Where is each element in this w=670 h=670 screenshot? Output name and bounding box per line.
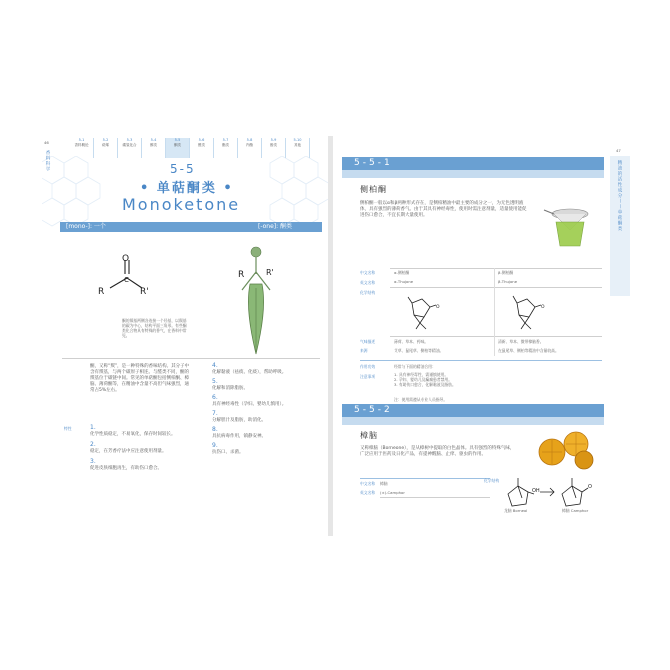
hero-title-en: Monoketone [122,195,241,214]
chapter-tab-label: 内酯 [246,142,253,147]
chapter-tab[interactable] [214,138,238,158]
list-item-text: 化解和消除脂肪。 [212,386,248,391]
list-item-number: 1. [90,424,96,431]
chapter-tab-label: 酮类 [174,142,181,147]
chapter-tab-label: 香料概论 [74,142,89,147]
svg-text:O: O [541,305,545,310]
table-rule [390,287,602,288]
alpha-zh: α-侧柏酮 [394,270,410,275]
beaker-illustration [540,200,596,250]
beta-zh: β-侧柏酮 [498,270,514,275]
label-source: 来源 [360,348,368,353]
list-item-text: 具有神经毒性（孕妇、婴幼儿慎用）。 [212,402,287,407]
effect-item: 2. 孕妇、婴幼儿及癫痫患者禁用。 [394,377,452,382]
list-item [212,426,316,440]
chapter-tab[interactable] [262,138,286,158]
hero-title-zh: • 单萜酮类 • [140,181,234,196]
beta-thujone-structure [505,291,545,333]
book-spine [328,136,333,536]
alpha-smell: 薄荷、草本、药味。 [394,339,429,344]
section-subband [342,170,604,178]
body-paragraph: 酮，又称“羰”，是一种特殊的香味结构。其分子中含有羰基，与两个碳原子相连。与醛类不同，酮的羰基位于碳链中间。常见的单萜酮包括侧柏酮、樟脑、薄荷酮等，在精油中含量不高但气味强烈，通常占5%左右。 [90,364,190,393]
chapter-tab-number: 5-6 [198,138,205,142]
label-struct: 化学结构 [360,290,376,295]
svg-text:O: O [436,305,440,310]
right-page-number: 47 [616,148,621,153]
list-item [212,394,316,408]
chapter-tab-label: 碳氢化合 [122,142,137,147]
list-item-number: 4. [212,362,218,369]
camphor-zh: 樟脑 [380,481,388,486]
feature-label: 特性 [64,426,72,431]
effects-rule [360,360,602,361]
thujone-intro: 侧柏酮一般以α和β两种形式存在，是侧柏精油中最主要的成分之一，为无色透明液体，具有强烈的薄荷香气。由于其具有神经毒性，使用时需注意剂量，适量使用能促进伤口愈合，不宜长期大量使用。 [360,201,527,218]
chapter-tab-label: 酚类 [270,142,277,147]
table-rule [390,336,602,337]
chapter-tab-label: 其他 [294,142,301,147]
effects-list [394,372,604,387]
borneol-oh: OH [532,488,540,494]
chapter-tab-label: 酯类 [222,142,229,147]
section-subband [342,417,604,425]
table-col-divider [494,268,495,356]
left-page-number: 46 [44,140,49,145]
chapter-tab[interactable] [118,138,142,158]
table-rule [390,268,602,269]
feature-list-left [90,424,190,475]
camphor-rule-bottom [380,497,490,498]
structure-note: 酮的羰基两侧各连接一个烃基，以羰基的碳为中心，结构平面三角形。有些酮类化合物具有特殊的香气，在香料中常见。 [122,318,187,338]
chapter-tab-number: 5-2 [102,138,109,142]
compound-name-thujone: 侧柏酮 [360,185,387,194]
ketone-figure-illustration [236,244,276,364]
atom-r: R [98,287,105,297]
list-item [90,441,190,455]
list-item [212,442,316,456]
chapter-tab[interactable] [166,138,190,158]
list-item-number: 2. [90,441,96,448]
chapter-tab[interactable] [286,138,310,158]
list-item-number: 9. [212,442,218,449]
camphor-label-zh: 中文名称 [360,481,376,486]
list-item-text: 化学性质稳定，不易氧化，保存时间较长。 [90,432,176,437]
camphor-label-struct: 化学结构 [484,478,500,483]
effects-label-2: 注意事项 [360,374,376,379]
list-item-number: 3. [90,458,96,465]
figure-r-prime: R' [266,268,274,277]
camphor-label-en: 英文名称 [360,490,376,495]
camphor-en: (±)-Camphor [380,490,405,495]
label-en: 英文名称 [360,280,376,285]
label-smell: 气味描述 [360,339,376,344]
list-item-text: 具抗病毒作用，镇静安神。 [212,434,266,439]
chapter-tab[interactable] [238,138,262,158]
camphor-caption: 樟脑 Camphor [562,508,589,513]
list-item-text: 稳定，在芳香疗法中应注意使用剂量。 [90,449,167,454]
list-item [90,458,190,472]
list-item-number: 5. [212,378,218,385]
atom-o: O [122,254,130,264]
band-right: [-one]: 酮类 [258,223,293,230]
alpha-source: 艾草、鼠尾草、侧柏等精油。 [394,348,444,353]
camphor-o: O [588,484,592,490]
alpha-thujone-structure [400,291,440,333]
beta-en: β-Thujone [498,279,518,284]
chapter-tab-number: 5-3 [126,138,133,142]
atom-r-prime: R' [140,287,149,297]
effect-item: 3. 有助伤口愈合，化解黏液及脂肪。 [394,382,456,387]
divider [62,358,320,359]
left-side-text: 香料科学 [45,150,50,172]
list-item-number: 6. [212,394,218,401]
list-item-text: 抗伤口、杀菌。 [212,450,244,455]
chapter-tab-number: 5-9 [270,138,277,142]
figure-r: R [238,270,245,280]
section-number: 5-5-2 [354,405,393,415]
section-head-5-5-1 [342,157,604,170]
list-item-text: 促进皮肤细胞再生，有助伤口愈合。 [90,466,162,471]
list-item-number: 7. [212,410,218,417]
definition-band [60,222,322,232]
chapter-tab-label: 醛类 [198,142,205,147]
chapter-tab[interactable] [190,138,214,158]
list-item [212,362,316,376]
beta-smell: 清新、草本、微带樟脑香。 [498,339,544,344]
right-side-text: 精油的活性成分——单萜酮类 [617,160,622,232]
list-item [212,378,316,392]
list-item-text: 分解胆汁及脂肪，助消化。 [212,418,266,423]
list-item-text: 化解黏液（祛痰、化痰），帮助呼吸。 [212,370,287,375]
chapter-tab-number: 5-4 [150,138,157,142]
chapter-tab-number: 5-7 [222,138,229,142]
effect-item: 1. 具有神经毒性，需谨慎使用。 [394,372,449,377]
hero-number: 5-5 [170,162,196,176]
camphor-fruit-illustration [536,430,598,470]
chapter-tab-label: 萜烯 [102,142,109,147]
chapter-tab-number: 5-10 [293,138,302,142]
effects-label: 作用功效 [360,364,376,369]
camphor-rule [360,478,490,479]
chapter-tab[interactable] [142,138,166,158]
section-number: 5-5-1 [354,158,393,168]
chapter-tab[interactable] [94,138,118,158]
atom-c: C [124,276,129,284]
compound-name-camphor: 樟脑 [360,431,378,440]
list-item [212,410,316,424]
chapter-tab[interactable] [70,138,94,158]
feature-list-right [212,362,316,458]
chapter-tab-number: 5-8 [246,138,253,142]
beta-source: 在鼠尾草、侧柏等精油中含量较高。 [498,348,559,353]
camphor-intro: 又称樟脑（Borneone），是从樟树中提取的白色晶体。具有强烈的特殊气味，广泛应用于医药及日化产品，有提神醒脑、止痒、驱虫的作用。 [360,446,515,457]
chapter-tab-number: 5-5 [174,138,181,142]
effects-note: 注：使用需遵从专业人员指导。 [394,397,448,402]
borneol-caption: 龙脑 Borneol [504,508,528,513]
list-item-number: 8. [212,426,218,433]
alpha-en: α-Thujone [394,279,414,284]
section-head-5-5-2 [342,404,604,417]
effects-intro: 经常与下面的精油合用： [394,364,436,369]
list-item [90,424,190,438]
label-zh: 中文名称 [360,270,376,275]
chapter-tab-number: 5-1 [78,138,85,142]
chapter-tab-label: 醇类 [150,142,157,147]
band-left: [mono-]: 一个 [66,223,106,230]
